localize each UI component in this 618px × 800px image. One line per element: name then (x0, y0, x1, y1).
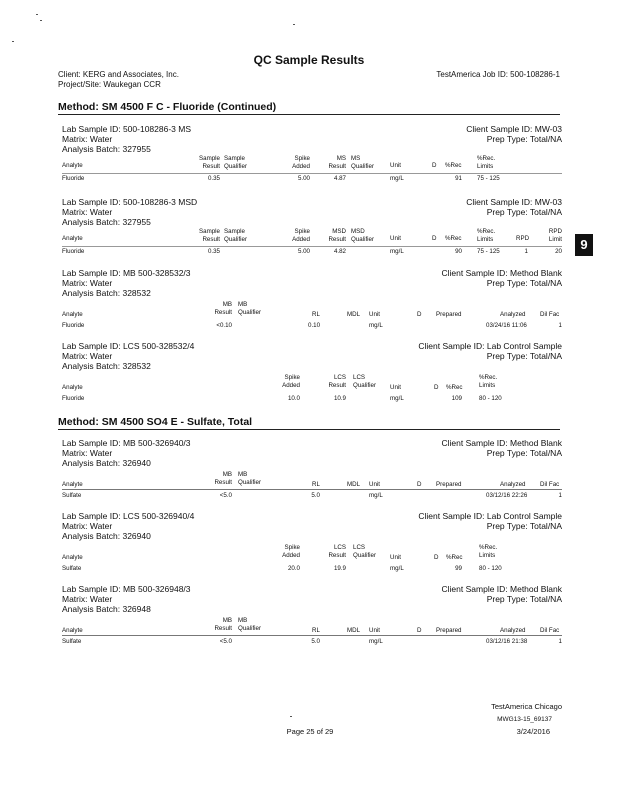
cell-sample-result: 0.35 (207, 175, 220, 182)
col-limits: %Rec. Limits (479, 544, 498, 559)
lab-sample-id: Lab Sample ID: LCS 500-328532/4 (62, 341, 195, 351)
col-analyzed: Analyzed (500, 311, 526, 318)
col-mb-result: MB Result (214, 301, 232, 316)
analysis-batch: Analysis Batch: 326948 (62, 604, 151, 614)
col-sample-qualifier: Sample Qualifier (224, 228, 248, 243)
col-d: D (432, 235, 437, 242)
cell-analyte: Sulfate (62, 492, 82, 499)
matrix: Matrix: Water (62, 134, 113, 144)
cell-lcs-result: 19.9 (333, 565, 346, 572)
col-analyte: Analyte (62, 384, 83, 391)
col-mb-qualifier: MB Qualifier (238, 471, 262, 486)
cell-analyte: Fluoride (62, 322, 85, 329)
col-d: D (417, 627, 422, 634)
analysis-batch: Analysis Batch: 328532 (62, 361, 151, 371)
cell-analyzed: 03/24/16 11:06 (486, 322, 527, 329)
cell-unit: mg/L (390, 248, 404, 255)
cell-dil-fac: 1 (558, 322, 562, 329)
col-d: D (417, 481, 422, 488)
analysis-batch: Analysis Batch: 327955 (62, 144, 151, 154)
cell-analyte: Fluoride (62, 175, 85, 182)
row-divider (62, 489, 562, 490)
col-rpd-limit: RPD Limit (548, 228, 562, 243)
col-analyte: Analyte (62, 554, 83, 561)
cell-limits: 80 - 120 (479, 395, 502, 402)
col-dil-fac: Dil Fac (540, 311, 560, 318)
cell-sample-result: 0.35 (207, 248, 220, 255)
col-sample-qualifier: Sample Qualifier (224, 155, 248, 170)
cell-spike-added: 10.0 (287, 395, 300, 402)
prep-type: Prep Type: Total/NA (486, 448, 562, 458)
client-sample-id: Client Sample ID: MW-03 (466, 197, 562, 207)
col-lcs-result: LCS Result (328, 374, 346, 389)
col-rpd: RPD (516, 235, 530, 242)
client-sample-id: Client Sample ID: Lab Control Sample (418, 511, 562, 521)
col-lcs-result: LCS Result (328, 544, 346, 559)
method-divider (58, 114, 560, 115)
col-rec: %Rec (445, 162, 462, 169)
lab-sample-id: Lab Sample ID: MB 500-328532/3 (62, 268, 191, 278)
col-d: D (432, 162, 437, 169)
col-dil-fac: Dil Fac (540, 627, 560, 634)
prep-type: Prep Type: Total/NA (486, 521, 562, 531)
cell-analyzed: 03/12/16 22:26 (486, 492, 528, 499)
col-limits: %Rec. Limits (477, 228, 496, 243)
cell-rl: 5.0 (311, 492, 320, 499)
col-rec: %Rec (445, 235, 462, 242)
cell-mb-result: <5.0 (219, 638, 232, 645)
cell-rec: 91 (455, 175, 462, 182)
cell-limits: 75 - 125 (477, 248, 500, 255)
col-limits: %Rec. Limits (479, 374, 498, 389)
cell-rec: 109 (451, 395, 462, 402)
col-mb-result: MB Result (214, 471, 232, 486)
row-divider (62, 246, 562, 247)
col-unit: Unit (390, 162, 402, 169)
col-mb-result: MB Result (214, 617, 232, 632)
qc-block-lcs (62, 341, 562, 402)
col-analyte: Analyte (62, 627, 83, 634)
matrix: Matrix: Water (62, 594, 113, 604)
analysis-batch: Analysis Batch: 326940 (62, 458, 151, 468)
lab-sample-id: Lab Sample ID: LCS 500-326940/4 (62, 511, 195, 521)
cell-mb-result: <0.10 (216, 322, 232, 329)
cell-mb-result: <5.0 (219, 492, 232, 499)
col-mdl: MDL (347, 311, 361, 318)
cell-lcs-result: 10.9 (333, 395, 346, 402)
col-mdl: MDL (347, 481, 361, 488)
cell-msd-result: 4.82 (333, 248, 346, 255)
cell-spike-added: 20.0 (287, 565, 300, 572)
col-unit: Unit (369, 481, 381, 488)
scan-artifact (40, 20, 42, 21)
project-site: Project/Site: Waukegan CCR (58, 80, 161, 89)
col-d: D (434, 384, 439, 391)
col-spike-added: Spike Added (292, 155, 310, 170)
col-analyte: Analyte (62, 162, 83, 169)
row-divider (62, 635, 562, 636)
qc-block-ms (62, 124, 562, 182)
client-sample-id: Client Sample ID: Method Blank (441, 584, 562, 594)
qc-block-lcs (62, 511, 562, 572)
col-rec: %Rec (446, 554, 463, 561)
cell-unit: mg/L (369, 492, 383, 499)
footer-date: 3/24/2016 (516, 727, 550, 736)
cell-unit: mg/L (390, 565, 404, 572)
client-name: Client: KERG and Associates, Inc. (58, 70, 179, 79)
qc-block-method-blank (62, 584, 562, 645)
client-sample-id: Client Sample ID: Lab Control Sample (418, 341, 562, 351)
scan-artifact (290, 716, 292, 717)
cell-unit: mg/L (369, 638, 383, 645)
col-ms-qualifier: MS Qualifier (351, 155, 375, 170)
cell-analyte: Fluoride (62, 248, 85, 255)
col-mb-qualifier: MB Qualifier (238, 617, 262, 632)
client-sample-id: Client Sample ID: Method Blank (441, 438, 562, 448)
col-analyte: Analyte (62, 311, 83, 318)
col-spike-added: Spike Added (282, 544, 300, 559)
col-unit: Unit (390, 235, 402, 242)
section-tab-marker: 9 (575, 234, 593, 256)
col-sample-result: Sample Result (199, 228, 220, 243)
prep-type: Prep Type: Total/NA (486, 207, 562, 217)
col-lcs-qualifier: LCS Qualifier (353, 544, 377, 559)
matrix: Matrix: Water (62, 278, 113, 288)
client-sample-id: Client Sample ID: Method Blank (441, 268, 562, 278)
row-divider (62, 173, 562, 174)
prep-type: Prep Type: Total/NA (486, 594, 562, 604)
method-fluoride-title: Method: SM 4500 F C - Fluoride (Continued) (58, 101, 277, 113)
cell-spike-added: 5.00 (297, 248, 310, 255)
cell-analyte: Sulfate (62, 638, 82, 645)
cell-analyte: Sulfate (62, 565, 82, 572)
col-d: D (434, 554, 439, 561)
cell-unit: mg/L (390, 395, 404, 402)
method-divider (58, 429, 560, 430)
cell-limits: 80 - 120 (479, 565, 502, 572)
col-analyte: Analyte (62, 481, 83, 488)
cell-ms-result: 4.87 (333, 175, 346, 182)
lab-sample-id: Lab Sample ID: MB 500-326940/3 (62, 438, 191, 448)
col-msd-qualifier: MSD Qualifier (351, 228, 375, 243)
cell-spike-added: 5.00 (297, 175, 310, 182)
job-id: TestAmerica Job ID: 500-108286-1 (436, 70, 560, 79)
cell-limits: 75 - 125 (477, 175, 500, 182)
cell-rec: 99 (455, 565, 462, 572)
cell-unit: mg/L (390, 175, 404, 182)
col-prepared: Prepared (436, 627, 462, 634)
footer-lab-name: TestAmerica Chicago (491, 702, 562, 711)
col-rec: %Rec (446, 384, 463, 391)
col-ms-result: MS Result (328, 155, 346, 170)
col-limits: %Rec. Limits (477, 155, 496, 170)
prep-type: Prep Type: Total/NA (486, 351, 562, 361)
col-mb-qualifier: MB Qualifier (238, 301, 262, 316)
col-rl: RL (312, 627, 320, 634)
col-dil-fac: Dil Fac (540, 481, 560, 488)
cell-unit: mg/L (369, 322, 383, 329)
matrix: Matrix: Water (62, 207, 113, 217)
cell-dil-fac: 1 (558, 638, 562, 645)
cell-rec: 90 (455, 248, 462, 255)
col-rl: RL (312, 311, 320, 318)
col-unit: Unit (369, 627, 381, 634)
col-rl: RL (312, 481, 320, 488)
col-prepared: Prepared (436, 311, 462, 318)
footer-code: MWG13-15_69137 (497, 716, 552, 723)
scan-artifact (293, 24, 295, 25)
scan-artifact (12, 41, 14, 42)
col-unit: Unit (390, 554, 402, 561)
lab-sample-id: Lab Sample ID: 500-108286-3 MS (62, 124, 191, 134)
cell-rl: 0.10 (308, 322, 321, 329)
footer-page-number: Page 25 of 29 (286, 727, 334, 736)
cell-rpd: 1 (524, 248, 528, 255)
col-msd-result: MSD Result (328, 228, 346, 243)
analysis-batch: Analysis Batch: 326940 (62, 531, 151, 541)
col-sample-result: Sample Result (199, 155, 220, 170)
col-analyzed: Analyzed (500, 481, 526, 488)
matrix: Matrix: Water (62, 448, 113, 458)
col-unit: Unit (390, 384, 402, 391)
analysis-batch: Analysis Batch: 327955 (62, 217, 151, 227)
col-analyzed: Analyzed (500, 627, 526, 634)
lab-sample-id: Lab Sample ID: MB 500-326948/3 (62, 584, 191, 594)
prep-type: Prep Type: Total/NA (486, 134, 562, 144)
col-analyte: Analyte (62, 235, 83, 242)
analysis-batch: Analysis Batch: 328532 (62, 288, 151, 298)
cell-dil-fac: 1 (558, 492, 562, 499)
scan-artifact (36, 14, 38, 15)
matrix: Matrix: Water (62, 521, 113, 531)
qc-block-method-blank (62, 268, 562, 329)
col-mdl: MDL (347, 627, 361, 634)
qc-block-msd (62, 197, 562, 255)
col-lcs-qualifier: LCS Qualifier (353, 374, 377, 389)
client-sample-id: Client Sample ID: MW-03 (466, 124, 562, 134)
col-unit: Unit (369, 311, 381, 318)
cell-analyzed: 03/12/16 21:38 (486, 638, 528, 645)
matrix: Matrix: Water (62, 351, 113, 361)
cell-rl: 5.0 (311, 638, 320, 645)
cell-rpd-limit: 20 (555, 248, 562, 255)
col-spike-added: Spike Added (282, 374, 300, 389)
lab-sample-id: Lab Sample ID: 500-108286-3 MSD (62, 197, 198, 207)
col-spike-added: Spike Added (292, 228, 310, 243)
prep-type: Prep Type: Total/NA (486, 278, 562, 288)
col-d: D (417, 311, 422, 318)
method-sulfate-title: Method: SM 4500 SO4 E - Sulfate, Total (58, 416, 253, 428)
page-title: QC Sample Results (253, 53, 365, 67)
qc-block-method-blank (62, 438, 562, 499)
cell-analyte: Fluoride (62, 395, 85, 402)
col-prepared: Prepared (436, 481, 462, 488)
